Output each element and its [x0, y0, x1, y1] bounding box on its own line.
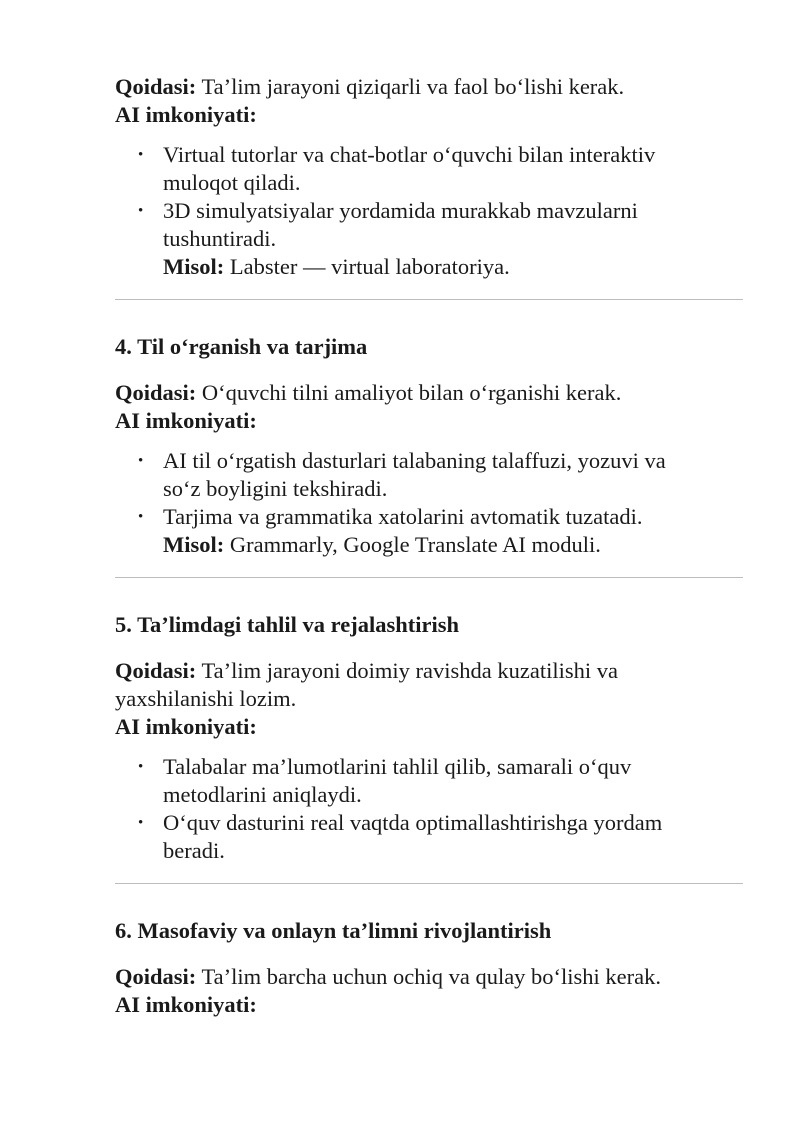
list-item-line: Virtual tutorlar va chat-botlar o‘quvchi bilan interaktiv	[163, 142, 656, 167]
list-item-line: 3D simulyatsiyalar yordamida murakkab mavzularni	[163, 198, 638, 223]
rule-label: Qoidasi:	[115, 74, 197, 99]
bullet-icon: •	[138, 509, 144, 525]
rule-text: O‘quvchi tilni amaliyot bilan o‘rganishi kerak.	[201, 380, 622, 405]
ai-label: AI imkoniyati:	[115, 408, 257, 433]
ai-label: AI imkoniyati:	[115, 714, 257, 739]
example-text: Grammarly, Google Translate AI moduli.	[229, 532, 601, 557]
list-item-line: muloqot qiladi.	[163, 170, 301, 195]
bullet-list	[115, 753, 743, 865]
ai-label: AI imkoniyati:	[115, 102, 257, 127]
list-item	[115, 141, 743, 197]
section-divider	[115, 883, 743, 884]
list-item-line: so‘z boyligini tekshiradi.	[163, 476, 388, 501]
list-item-line: AI til o‘rgatish dasturlari talabaning talaffuzi, yozuvi va	[163, 448, 666, 473]
bullet-icon: •	[138, 453, 144, 469]
section-title: 6. Masofaviy va onlayn ta’limni rivojlantirish	[115, 918, 552, 943]
rule-paragraph	[115, 963, 743, 991]
list-item	[115, 447, 743, 503]
rule-text: Ta’lim barcha uchun ochiq va qulay bo‘lishi kerak.	[201, 964, 662, 989]
bullet-icon: •	[138, 203, 144, 219]
list-item	[115, 809, 743, 865]
list-item-line: beradi.	[163, 838, 225, 863]
example-label: Misol:	[163, 532, 225, 557]
bullet-icon: •	[138, 815, 144, 831]
list-item-line: tushuntiradi.	[163, 226, 277, 251]
bullet-icon: •	[138, 759, 144, 775]
bullet-list	[115, 141, 743, 281]
bullet-list	[115, 447, 743, 559]
section-divider	[115, 577, 743, 578]
ai-label: AI imkoniyati:	[115, 992, 257, 1017]
list-item	[115, 753, 743, 809]
rule-label: Qoidasi:	[115, 964, 197, 989]
section-title: 5. Ta’limdagi tahlil va rejalashtirish	[115, 612, 460, 637]
rule-label: Qoidasi:	[115, 380, 197, 405]
rule-block	[115, 657, 743, 741]
document-page	[115, 73, 743, 1019]
rule-text: yaxshilanishi lozim.	[115, 686, 297, 711]
rule-block	[115, 963, 743, 1019]
list-item	[115, 503, 743, 559]
list-item-line: metodlarini aniqlaydi.	[163, 782, 362, 807]
list-item-line: O‘quv dasturini real vaqtda optimallashtirishga yordam	[163, 810, 663, 835]
rule-paragraph	[115, 73, 743, 101]
example-label: Misol:	[163, 254, 225, 279]
list-item-line: Talabalar ma’lumotlarini tahlil qilib, samarali o‘quv	[163, 754, 632, 779]
example-text: Labster — virtual laboratoriya.	[229, 254, 510, 279]
rule-text: Ta’lim jarayoni doimiy ravishda kuzatilishi va	[201, 658, 618, 683]
rule-text: Ta’lim jarayoni qiziqarli va faol bo‘lishi kerak.	[201, 74, 625, 99]
rule-label: Qoidasi:	[115, 658, 197, 683]
rule-block	[115, 379, 743, 435]
bullet-icon: •	[138, 147, 144, 163]
section-divider	[115, 299, 743, 300]
list-item	[115, 197, 743, 281]
section-title: 4. Til o‘rganish va tarjima	[115, 334, 368, 359]
list-item-line: Tarjima va grammatika xatolarini avtomatik tuzatadi.	[163, 504, 643, 529]
rule-paragraph	[115, 379, 743, 407]
rule-paragraph	[115, 657, 743, 713]
